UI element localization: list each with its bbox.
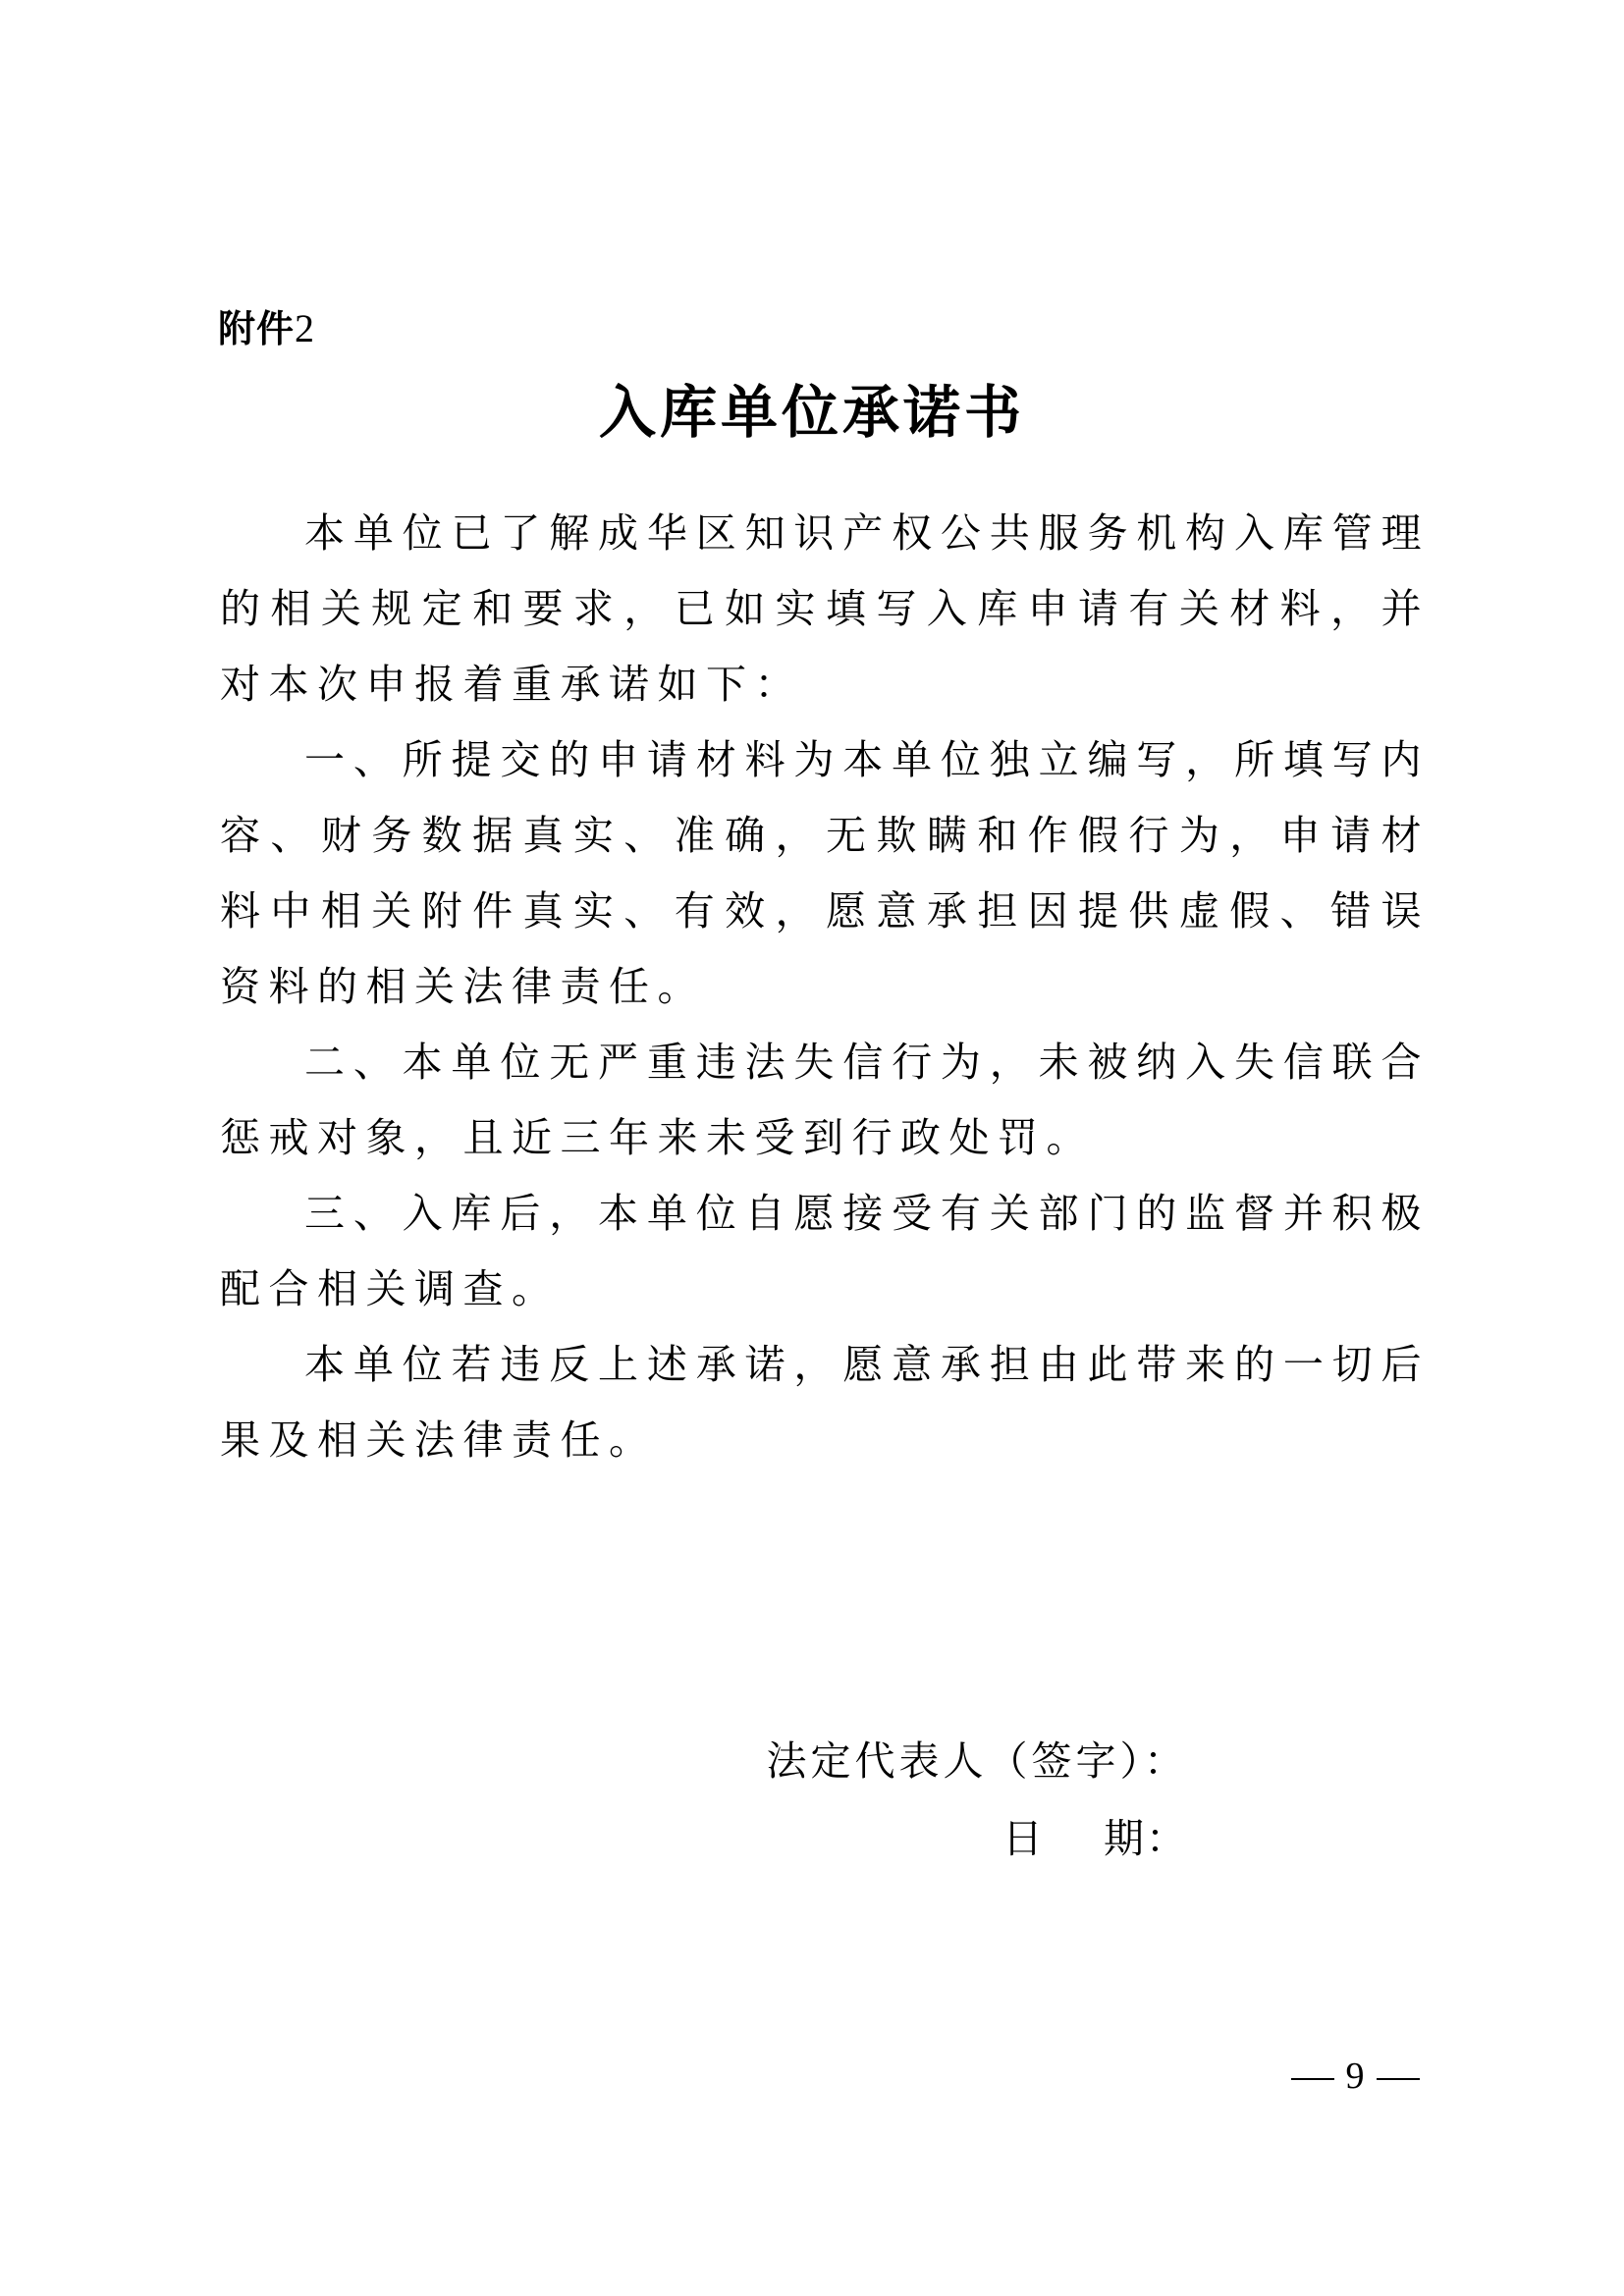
date-label-day: 日 (1002, 1815, 1045, 1862)
attachment-number: 2 (295, 306, 316, 350)
body-text (220, 496, 1430, 1478)
signature-block (766, 1723, 1188, 1878)
date-label (766, 1800, 1188, 1878)
page-title: 入库单位承诺书 (598, 379, 1025, 446)
page-number-dash-left (1291, 2078, 1334, 2080)
page-number-dash-right (1377, 2078, 1420, 2080)
attachment-prefix: 附件 (218, 307, 296, 350)
paragraph-commitment-1: 一、所提交的申请材料为本单位独立编写，所填写内容、财务数据真实、准确，无欺瞒和作假行为，申请材料中相关附件真实、有效，愿意承担因提供虚假、错误资料的相关法律责任。 (220, 736, 1430, 1010)
page-number-value: 9 (1345, 2056, 1365, 2097)
attachment-label (218, 299, 315, 358)
paragraph-intro: 本单位已了解成华区知识产权公共服务机构入库管理的相关规定和要求，已如实填写入库申请有关材料，并对本次申报着重承诺如下： (220, 509, 1430, 708)
signature-label: 法定代表人（签字）： (766, 1737, 1188, 1785)
page-number (1267, 2052, 1443, 2101)
paragraph-commitment-2: 二、本单位无严重违法失信行为，未被纳入失信联合惩戒对象，且近三年来未受到行政处罚。 (220, 1039, 1430, 1161)
paragraph-closing: 本单位若违反上述承诺，愿意承担由此带来的一切后果及相关法律责任。 (220, 1341, 1430, 1464)
date-label-period: 期： (1104, 1815, 1188, 1862)
paragraph-commitment-3: 三、入库后，本单位自愿接受有关部门的监督并积极配合相关调查。 (220, 1190, 1430, 1312)
